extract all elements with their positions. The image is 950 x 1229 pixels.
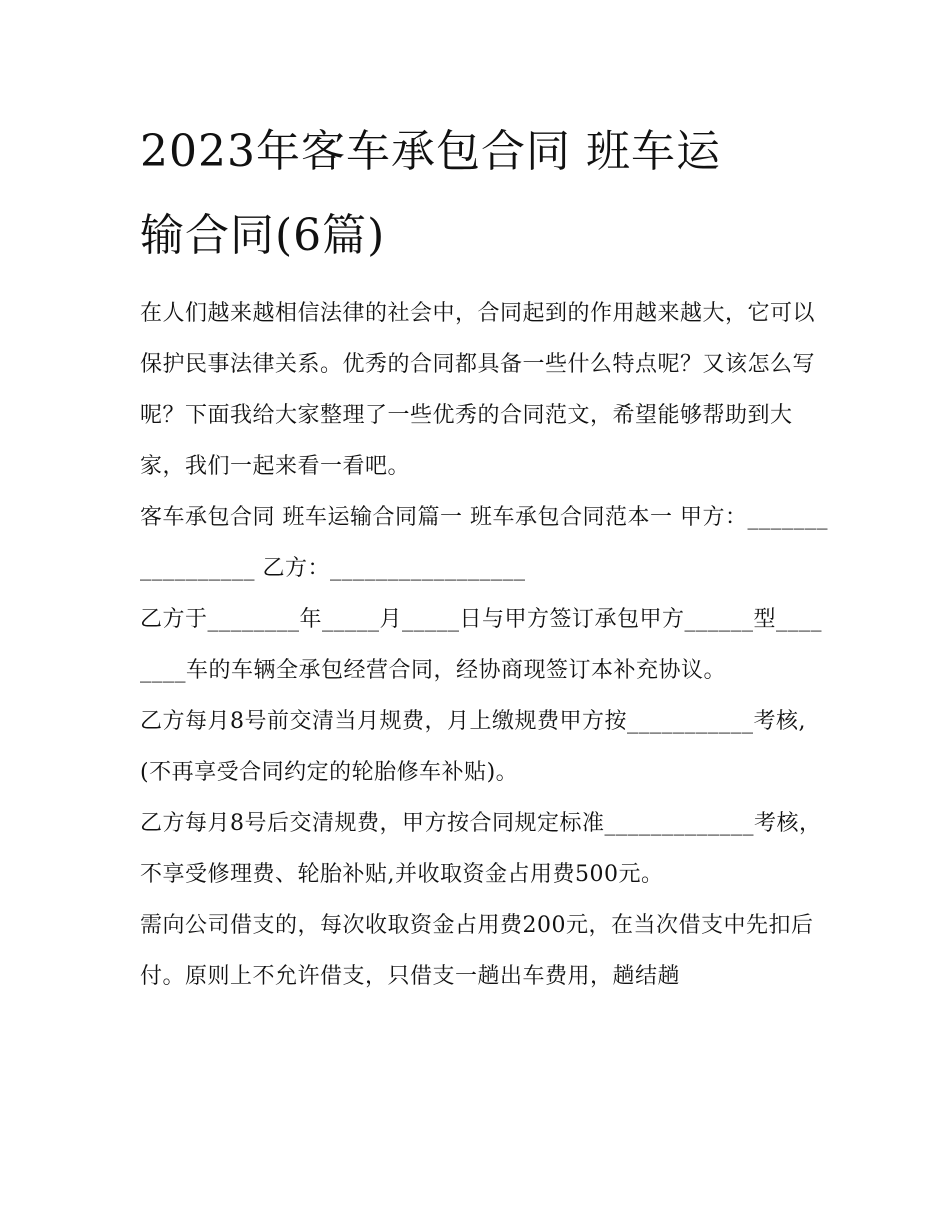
clause-loan-paragraph: 需向公司借支的，每次收取资金占用费200元，在当次借支中先扣后付。原则上不允许借支，只借支一趟出车费用，趟结趟 bbox=[140, 913, 814, 989]
title-line-1: 2023年客车承包合同 班车运 bbox=[140, 126, 721, 177]
clause-fee-before-8th: 乙方每月8号前交清当月规费，月上缴规费甲方按___________考核,(不再享受合同约定的轮胎修车补贴)。 bbox=[140, 709, 806, 785]
document-page bbox=[140, 110, 830, 1002]
contract-header-paragraph: 客车承包合同 班车运输合同篇一 班车承包合同范本一 甲方：_________________ 乙方：_________________ bbox=[140, 505, 828, 581]
intro-paragraph: 在人们越来越相信法律的社会中，合同起到的作用越来越大，它可以保护民事法律关系。优秀的合同都具备一些什么特点呢？又该怎么写呢？下面我给大家整理了一些优秀的合同范文，希望能够帮助到大家，我们一起来看一看吧。 bbox=[140, 301, 816, 479]
title-line-2: 输合同(6篇) bbox=[140, 210, 386, 261]
clause-signing-paragraph: 乙方于________年_____月_____日与甲方签订承包甲方______型________车的车辆全承包经营合同，经协商现签订本补充协议。 bbox=[140, 607, 823, 683]
clause-fee-after-8th: 乙方每月8号后交清规费，甲方按合同规定标准_____________考核，不享受修理费、轮胎补贴,并收取资金占用费500元。 bbox=[140, 811, 822, 887]
document-title bbox=[140, 110, 830, 278]
